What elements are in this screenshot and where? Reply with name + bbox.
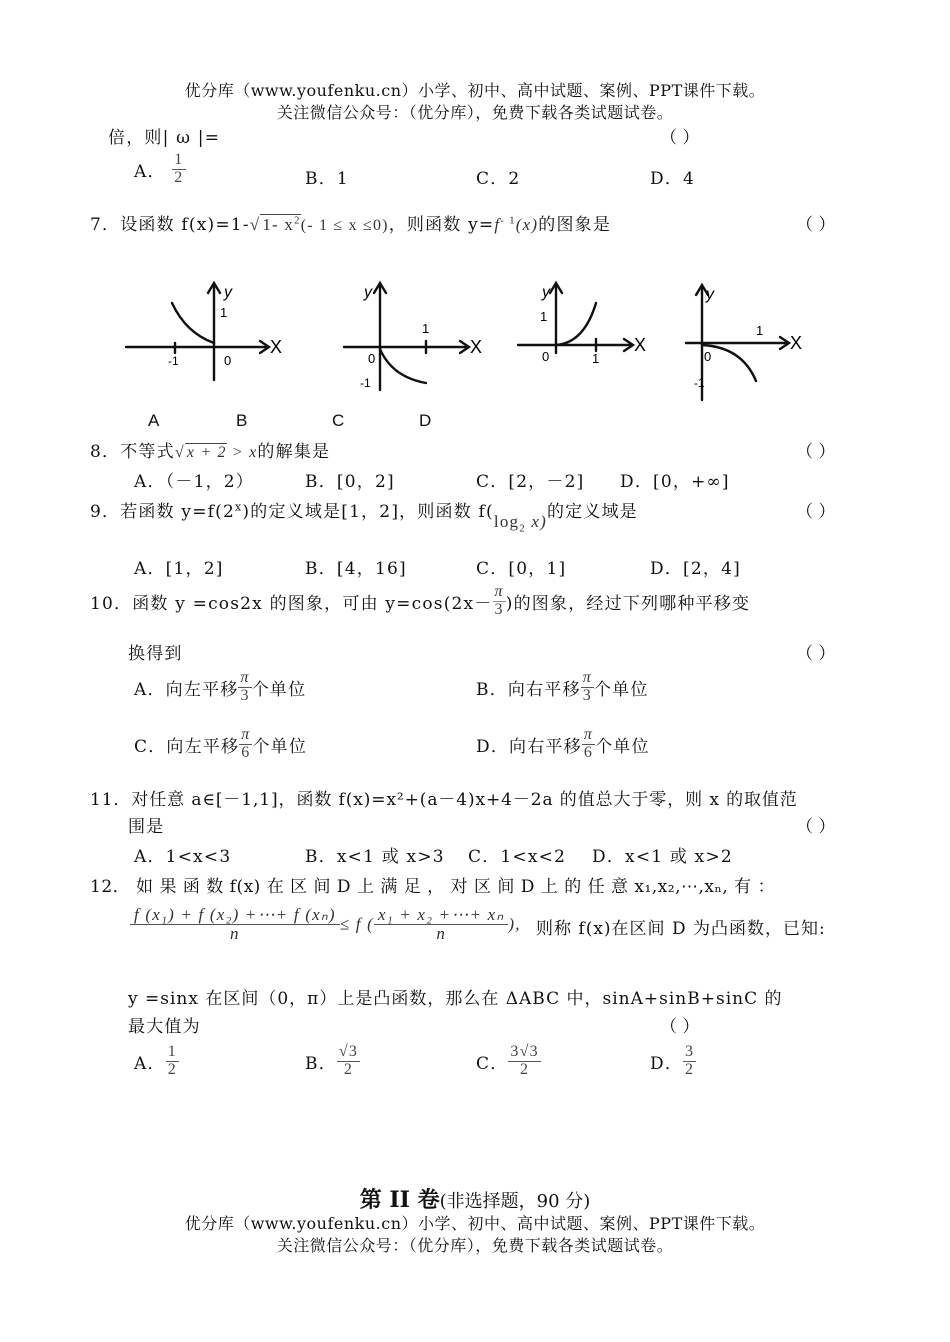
q6-answer-paren: （ ） xyxy=(660,128,700,148)
q7-graph-label-d: D xyxy=(419,411,432,430)
fraction-denominator: n xyxy=(436,923,447,943)
q9-option-c: C．[0，1] xyxy=(476,559,567,579)
q10-option-d-post: 个单位 xyxy=(595,736,650,757)
fraction-numerator: π xyxy=(583,726,594,743)
q6-option-a xyxy=(134,152,186,187)
q10-option-a-pre: A．向左平移 xyxy=(134,679,239,700)
footer-line-2: 关注微信公众号：（优分库），免费下载各类试题试卷。 xyxy=(276,1236,674,1255)
q11-option-c: C．1<x<2 xyxy=(468,847,567,867)
q10-option-b-post: 个单位 xyxy=(593,679,649,700)
q8-radicand: x + 2 xyxy=(186,444,227,461)
q9-stem-mid: )的定义域是[1，2]，则函数 f( xyxy=(242,502,494,522)
q8-stem xyxy=(90,437,330,462)
graph-a-label-0: 0 xyxy=(224,353,232,368)
q9-option-a: A．[1，2] xyxy=(134,559,224,579)
graph-b-label-y: y xyxy=(364,284,372,301)
q12-close-paren: ), xyxy=(508,914,521,934)
q10-continuation: 换得到 xyxy=(128,644,183,664)
q11-option-a: A．1<x<3 xyxy=(134,847,232,867)
q12-stem-line-4: 最大值为 xyxy=(128,1017,201,1037)
graph-c-label-1-axis: 1 xyxy=(540,309,548,324)
q11-answer-paren: （ ） xyxy=(796,817,836,837)
graph-c-label-1: 1 xyxy=(592,351,600,366)
q12-le-sign: ≤ f ( xyxy=(339,914,374,934)
q7-graph-a xyxy=(120,275,300,385)
q12-option-d-fraction xyxy=(683,1044,696,1079)
q7-radicand: 1- x xyxy=(262,215,295,234)
fraction-numerator: √3 xyxy=(338,1043,359,1060)
q10-option-c xyxy=(134,727,307,762)
q10-option-c-fraction xyxy=(239,727,252,762)
part-2-title-rest: (非选择题，90 分) xyxy=(439,1191,591,1212)
q12-option-b-fraction xyxy=(337,1044,360,1079)
q10-stem-fraction xyxy=(493,584,506,619)
graph-d-label-1: 1 xyxy=(756,323,764,338)
fraction-denominator: 2 xyxy=(520,1060,530,1078)
part-2-title-main: 第 II 卷 xyxy=(359,1187,440,1213)
q8-inequality: > x xyxy=(226,444,258,461)
fraction-numerator: 3√3 xyxy=(510,1043,539,1060)
q11-stem-line-1: 11．对任意 a∈[－1,1]，函数 f(x)=x²+(a－4)x+4－2a 的值总大于零，则 x 的取值范 xyxy=(90,790,798,810)
q8-option-a: A．（－1，2） xyxy=(134,472,255,492)
graph-a-label-x: X xyxy=(270,337,283,357)
fraction-numerator: π xyxy=(241,726,251,743)
q10-option-a xyxy=(134,670,306,705)
q11-option-b: B．x<1 或 x>3 xyxy=(305,847,445,867)
fraction-denominator: n xyxy=(230,923,240,943)
fraction-numerator: π xyxy=(240,669,250,686)
q8-option-c: C．[2，－2] xyxy=(476,472,585,492)
q12-formula xyxy=(130,906,521,943)
q7-sqrt: √ 1- $x^2$ xyxy=(249,214,301,234)
q10-option-c-post: 个单位 xyxy=(252,736,308,757)
fraction-denominator: 2 xyxy=(343,1060,354,1078)
q10-option-a-post: 个单位 xyxy=(251,679,307,700)
q7-inverse-f: f xyxy=(494,215,501,234)
graph-c-label-y: y xyxy=(542,284,550,301)
q7-graph-b xyxy=(330,275,490,395)
graph-a-label-y: y xyxy=(224,284,232,301)
header-line-2: 关注微信公众号：（优分库），免费下载各类试题试卷。 xyxy=(276,103,674,122)
q7-domain: (- 1 ≤ x ≤0) xyxy=(300,217,389,234)
q12-option-d-label: D． xyxy=(650,1053,684,1074)
q12-stem-line-1: 12． 如 果 函 数 f(x) 在 区 间 D 上 满 足 ， 对 区 间 D 上 的 任 意 x₁,x₂,⋯,xₙ, 有 ： xyxy=(90,877,776,897)
q9-stem-post: 的定义域是 xyxy=(546,502,638,522)
q6-option-d: D．4 xyxy=(650,169,696,189)
q7-stem xyxy=(90,210,611,235)
q10-option-c-pre: C．向左平移 xyxy=(134,736,240,757)
q7-graph-d xyxy=(680,275,830,405)
q12-option-c-fraction xyxy=(508,1044,540,1079)
q7-stem-mid: ，则函数 y= xyxy=(388,215,495,235)
q10-option-a-fraction xyxy=(238,670,251,705)
q12-answer-paren: （ ） xyxy=(660,1017,700,1037)
fraction-denominator: 3 xyxy=(582,686,592,704)
q10-answer-paren: （ ） xyxy=(796,644,836,664)
q6-option-a-label: A． xyxy=(134,161,166,182)
q12-option-d xyxy=(650,1044,696,1079)
graph-a-curve xyxy=(172,303,214,343)
q7-graph-label-c: C xyxy=(332,411,345,430)
graph-d-label-0: 0 xyxy=(704,349,712,364)
graph-b-label-1: 1 xyxy=(422,321,430,336)
fraction-numerator: 1 xyxy=(167,1043,177,1060)
q8-sqrt: √ x + 2 xyxy=(174,444,227,461)
q12-option-a-fraction xyxy=(166,1044,179,1079)
q12-option-b-label: B． xyxy=(305,1053,337,1074)
q12-option-c-label: C． xyxy=(476,1053,509,1074)
fraction-denominator: 6 xyxy=(583,743,594,761)
q12-option-a xyxy=(134,1044,179,1079)
fraction-numerator: f (x₁) + f (x₂) +⋯+ f (xₙ) xyxy=(130,906,340,925)
q12-option-a-label: A． xyxy=(134,1053,166,1074)
fraction-denominator: 3 xyxy=(494,600,504,618)
fraction-denominator: 6 xyxy=(241,743,251,761)
q10-option-b xyxy=(476,670,649,705)
q12-stem-line-3: y =sinx 在区间（0，π）上是凸函数，那么在 ΔABC 中，sinA+sinB+sinC 的 xyxy=(128,989,783,1009)
q9-option-b: B．[4，16] xyxy=(305,559,407,579)
q10-option-b-pre: B．向右平移 xyxy=(476,679,581,700)
header-line-1: 优分库（www.youfenku.cn）小学、初中、高中试题、案例、PPT课件下载。 xyxy=(184,81,766,100)
q7-stem-pre: 7．设函数 f(x)=1- xyxy=(90,215,250,235)
graph-d-label-neg1: -1 xyxy=(694,376,705,390)
graph-b-label-0: 0 xyxy=(368,351,376,366)
q9-exponent: x xyxy=(235,500,243,514)
q9-log-base: 2 xyxy=(519,522,526,535)
fraction-denominator: 2 xyxy=(167,1060,177,1078)
q12-option-c xyxy=(476,1044,541,1079)
graph-b-label-neg1: -1 xyxy=(360,376,371,390)
q10-option-b-fraction xyxy=(581,670,594,705)
q9-stem-pre: 9．若函数 y=f(2 xyxy=(90,502,236,522)
q11-option-d: D．x<1 或 x>2 xyxy=(592,847,733,867)
graph-b-curve xyxy=(380,349,426,383)
q12-option-b xyxy=(305,1044,360,1079)
q12-formula-post: 则称 f(x)在区间 D 为凸函数，已知: xyxy=(536,919,826,939)
q9-stem xyxy=(90,497,638,535)
q7-graph-label-a: A xyxy=(148,411,160,430)
fraction-numerator: π xyxy=(494,583,504,600)
q7-stem-post: 的图象是 xyxy=(538,215,612,235)
graph-c-label-0: 0 xyxy=(542,349,550,364)
fraction-denominator: 3 xyxy=(240,686,250,704)
graph-a-label-1: 1 xyxy=(220,305,228,320)
part-2-title xyxy=(0,1183,950,1214)
q10-option-d-fraction xyxy=(582,727,595,762)
graph-c-curve xyxy=(556,303,596,345)
q6-option-b: B．1 xyxy=(305,169,349,189)
fraction-denominator: 2 xyxy=(685,1060,695,1078)
q7-graph-c xyxy=(512,275,672,385)
fraction-numerator: 3 xyxy=(685,1043,695,1060)
q8-option-b: B．[0，2] xyxy=(305,472,395,492)
q6-option-c: C．2 xyxy=(476,169,521,189)
q7-square: 2 xyxy=(294,214,301,227)
q12-rhs-fraction xyxy=(374,906,508,943)
q10-stem xyxy=(90,584,750,619)
q7-graph-label-b: B xyxy=(236,411,248,430)
q7-inverse-sup: - 1 xyxy=(500,214,516,227)
q8-answer-paren: （ ） xyxy=(796,442,836,462)
q7-inverse-arg: (x) xyxy=(515,215,539,234)
fraction-numerator: 1 xyxy=(174,151,184,168)
q10-option-d-pre: D．向右平移 xyxy=(476,736,582,757)
q8-stem-pre: 8．不等式 xyxy=(90,442,175,462)
q10-option-d xyxy=(476,727,650,762)
q12-lhs-fraction xyxy=(130,906,340,943)
q7-answer-paren: （ ） xyxy=(796,215,836,235)
fraction-denominator: 2 xyxy=(174,168,184,186)
q9-log-arg: x) xyxy=(525,512,547,531)
graph-b-label-x: X xyxy=(470,337,483,357)
q10-stem-post: )的图象，经过下列哪种平移变 xyxy=(505,593,751,614)
q10-stem-pre: 10．函数 y =cos2x 的图象，可由 y=cos(2x－ xyxy=(90,593,493,614)
q9-option-d: D．[2，4] xyxy=(650,559,741,579)
q9-log-text: log xyxy=(493,512,520,531)
q8-stem-post: 的解集是 xyxy=(257,442,331,462)
graph-d-label-y: y xyxy=(706,286,714,303)
graph-a-label-neg1: -1 xyxy=(168,354,179,368)
graph-d-label-x: X xyxy=(790,333,803,353)
q9-log xyxy=(493,512,547,535)
graph-c-label-x: X xyxy=(634,335,647,355)
q11-stem-line-2: 围是 xyxy=(128,817,165,837)
q8-option-d: D．[0，+∞] xyxy=(620,472,730,492)
q6-continuation: 倍，则| ω |= xyxy=(108,128,221,148)
footer-line-1: 优分库（www.youfenku.cn）小学、初中、高中试题、案例、PPT课件下载。 xyxy=(184,1214,766,1233)
fraction-numerator: x₁ + x₂ +⋯+ xₙ xyxy=(374,906,508,925)
fraction-numerator: π xyxy=(582,669,592,686)
q9-answer-paren: （ ） xyxy=(796,502,836,522)
q6-option-a-fraction xyxy=(172,152,185,187)
